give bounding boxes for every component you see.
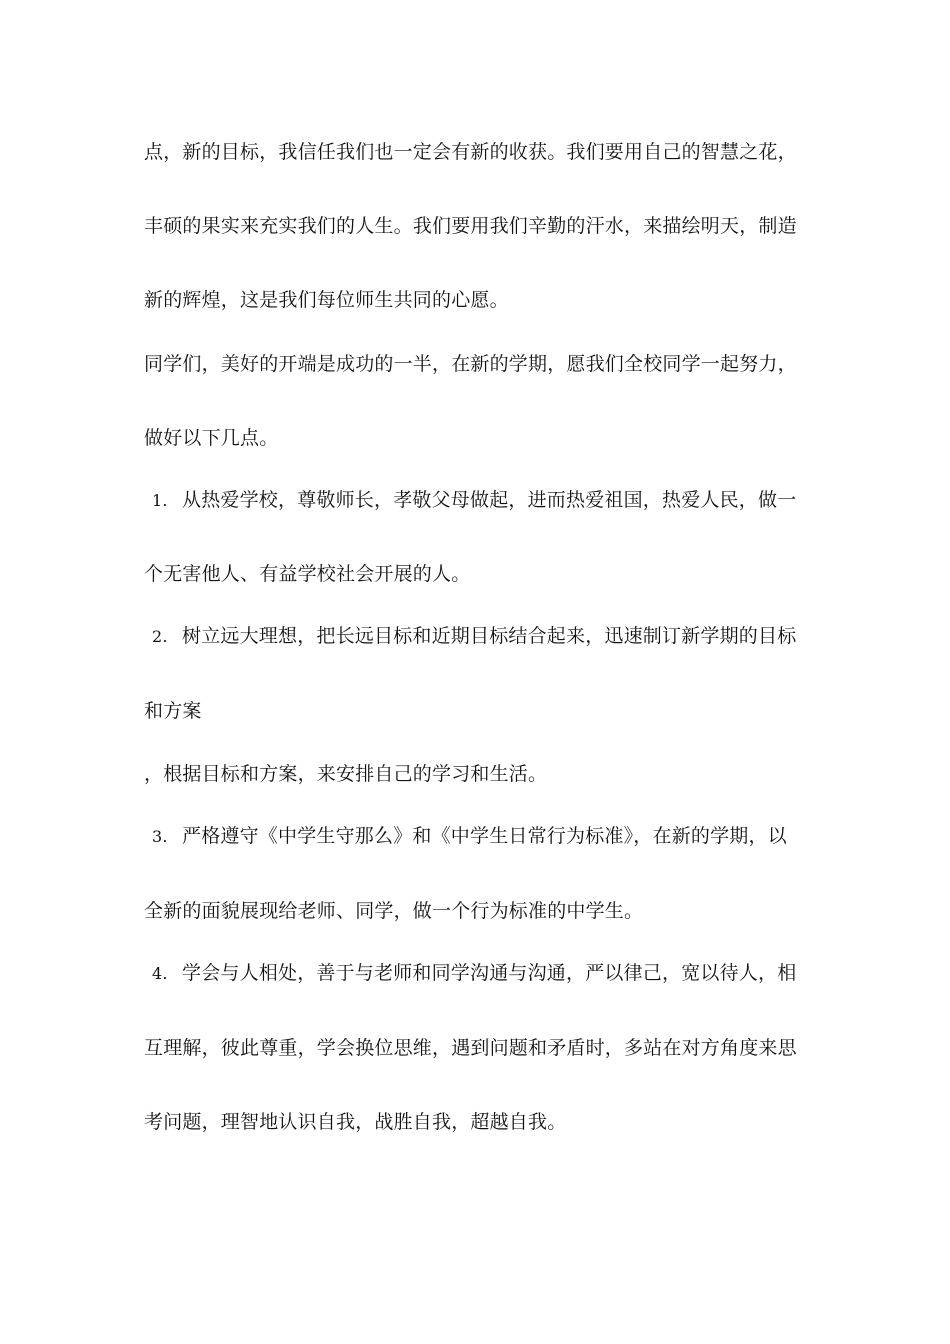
list-item-3-line-1	[144, 824, 814, 849]
list-item-4-line-3: 考问题，理智地认识自我，战胜自我，超越自我。	[144, 1111, 567, 1133]
list-item-3-number: 3.	[152, 827, 168, 846]
paragraph-2-line-1: 同学们，美好的开端是成功的一半，在新的学期，愿我们全校同学一起努力，	[144, 353, 797, 375]
list-item-3-line-2: 全新的面貌展现给老师、同学，做一个行为标准的中学生。	[144, 900, 644, 922]
list-item-2-line-2: 和方案	[144, 700, 202, 722]
paragraph-1-line-1: 点，新的目标，我信任我们也一定会有新的收获。我们要用自己的智慧之花，	[144, 141, 797, 163]
list-item-4-line-2: 互理解，彼此尊重，学会换位思维，遇到问题和矛盾时，多站在对方角度来思	[144, 1037, 797, 1059]
paragraph-1-line-3: 新的辉煌，这是我们每位师生共同的心愿。	[144, 289, 509, 311]
list-item-1-line-2: 个无害他人、有益学校社会开展的人。	[144, 563, 471, 585]
paragraph-1-line-2: 丰硕的果实来充实我们的人生。我们要用我们辛勤的汗水，来描绘明天，制造	[144, 215, 797, 237]
list-item-1-number: 1.	[152, 491, 168, 510]
list-item-4-text: 学会与人相处，善于与老师和同学沟通与沟通，严以律己，宽以待人，相	[182, 962, 797, 984]
list-item-4-line-1	[144, 961, 814, 986]
list-item-1-line-1	[144, 488, 814, 513]
list-item-4-number: 4.	[152, 964, 168, 983]
list-item-2-line-3: ，根据目标和方案，来安排自己的学习和生活。	[144, 763, 548, 785]
list-item-1-text: 从热爱学校，尊敬师长，孝敬父母做起，进而热爱祖国，热爱人民，做一	[182, 489, 797, 511]
list-item-2-line-1	[144, 624, 814, 649]
list-item-2-text: 树立远大理想，把长远目标和近期目标结合起来，迅速制订新学期的目标	[182, 625, 797, 647]
list-item-2-number: 2.	[152, 627, 168, 646]
paragraph-2-line-2: 做好以下几点。	[144, 427, 279, 449]
list-item-3-text: 严格遵守《中学生守那么》和《中学生日常行为标准》，在新的学期，以	[182, 825, 787, 847]
